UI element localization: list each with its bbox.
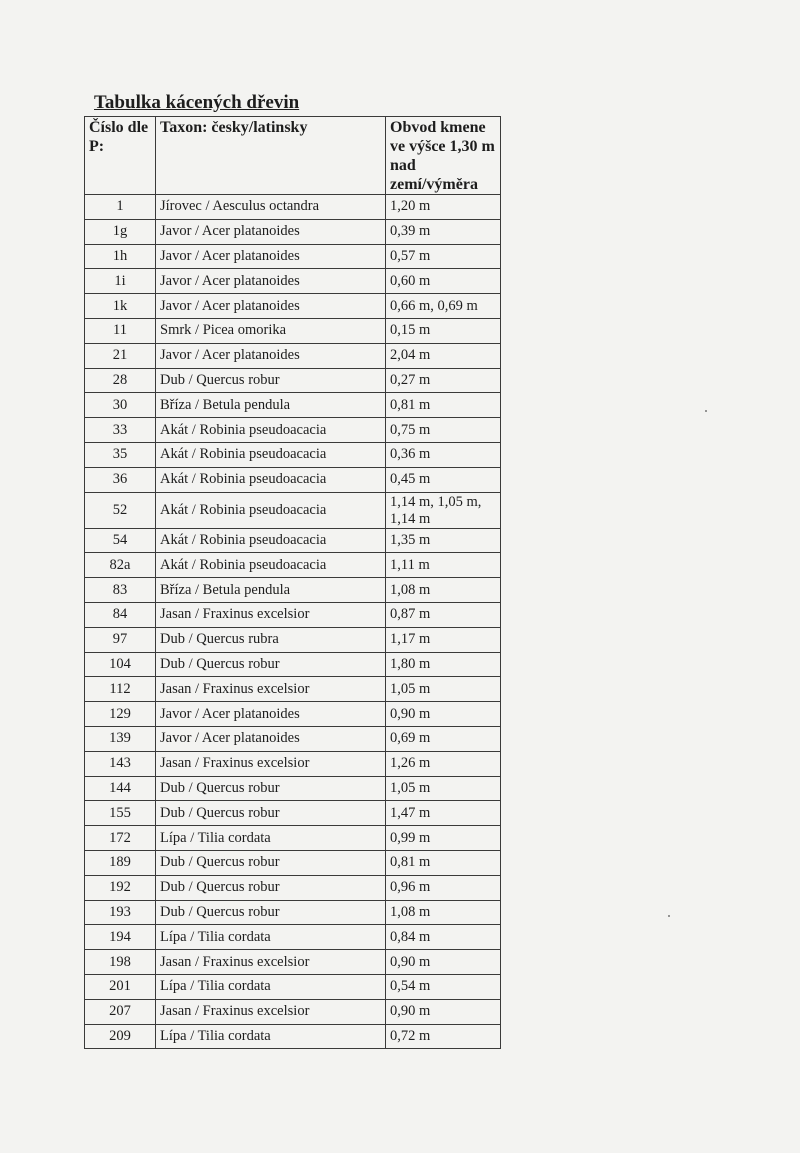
table-row [85, 528, 501, 553]
cell-taxon: Jasan / Fraxinus excelsior [156, 602, 386, 627]
cell-taxon: Dub / Quercus robur [156, 801, 386, 826]
cell-taxon: Akát / Robinia pseudoacacia [156, 442, 386, 467]
table-row [85, 974, 501, 999]
table-row [85, 925, 501, 950]
table-row [85, 726, 501, 751]
cell-obvod: 0,84 m [386, 925, 501, 950]
cell-cislo: 33 [85, 418, 156, 443]
cell-cislo: 97 [85, 627, 156, 652]
cell-obvod: 0,69 m [386, 726, 501, 751]
table-row [85, 776, 501, 801]
cell-obvod: 1,14 m, 1,05 m, 1,14 m [386, 492, 501, 528]
cell-cislo: 1g [85, 219, 156, 244]
table-row [85, 442, 501, 467]
table-header-row [85, 117, 501, 195]
cell-taxon: Javor / Acer platanoides [156, 269, 386, 294]
cell-obvod: 2,04 m [386, 343, 501, 368]
cell-cislo: 1h [85, 244, 156, 269]
cell-taxon: Dub / Quercus robur [156, 875, 386, 900]
cell-cislo: 129 [85, 702, 156, 727]
cell-cislo: 139 [85, 726, 156, 751]
table-row [85, 826, 501, 851]
cell-taxon: Jasan / Fraxinus excelsior [156, 950, 386, 975]
table-row [85, 492, 501, 528]
cell-cislo: 28 [85, 368, 156, 393]
table-row [85, 1024, 501, 1049]
cell-taxon: Jírovec / Aesculus octandra [156, 195, 386, 220]
cell-obvod: 0,90 m [386, 950, 501, 975]
table-row [85, 418, 501, 443]
header-taxon: Taxon: česky/latinsky [156, 117, 386, 195]
cell-taxon: Jasan / Fraxinus excelsior [156, 751, 386, 776]
cell-obvod: 0,66 m, 0,69 m [386, 294, 501, 319]
cell-taxon: Lípa / Tilia cordata [156, 925, 386, 950]
cell-taxon: Javor / Acer platanoides [156, 702, 386, 727]
cell-taxon: Dub / Quercus robur [156, 850, 386, 875]
page-title: Tabulka kácených dřevin [94, 92, 300, 113]
cell-obvod: 1,05 m [386, 776, 501, 801]
cell-taxon: Dub / Quercus rubra [156, 627, 386, 652]
cell-cislo: 143 [85, 751, 156, 776]
header-cislo: Číslo dle P: [85, 117, 156, 195]
table-row [85, 999, 501, 1024]
cell-obvod: 0,96 m [386, 875, 501, 900]
table-row [85, 627, 501, 652]
cell-taxon: Bříza / Betula pendula [156, 393, 386, 418]
cell-obvod: 1,08 m [386, 900, 501, 925]
cell-taxon: Lípa / Tilia cordata [156, 974, 386, 999]
cell-taxon: Javor / Acer platanoides [156, 219, 386, 244]
table-row [85, 244, 501, 269]
table-row [85, 900, 501, 925]
cell-obvod: 0,99 m [386, 826, 501, 851]
cell-obvod: 0,27 m [386, 368, 501, 393]
cell-obvod: 0,54 m [386, 974, 501, 999]
cell-taxon: Dub / Quercus robur [156, 652, 386, 677]
cell-cislo: 11 [85, 318, 156, 343]
table-row [85, 195, 501, 220]
table-row [85, 269, 501, 294]
cell-taxon: Jasan / Fraxinus excelsior [156, 999, 386, 1024]
cell-taxon: Akát / Robinia pseudoacacia [156, 492, 386, 528]
table-row [85, 553, 501, 578]
cell-taxon: Javor / Acer platanoides [156, 726, 386, 751]
cell-obvod: 0,75 m [386, 418, 501, 443]
table-row [85, 702, 501, 727]
header-obvod: Obvod kmene ve výšce 1,30 m nad zemí/výměra [386, 117, 501, 195]
table-row [85, 318, 501, 343]
table-row [85, 801, 501, 826]
cell-cislo: 172 [85, 826, 156, 851]
cell-cislo: 83 [85, 578, 156, 603]
table-row [85, 850, 501, 875]
cell-taxon: Lípa / Tilia cordata [156, 1024, 386, 1049]
cell-cislo: 209 [85, 1024, 156, 1049]
cell-cislo: 84 [85, 602, 156, 627]
cell-taxon: Javor / Acer platanoides [156, 244, 386, 269]
table-row [85, 294, 501, 319]
cell-taxon: Bříza / Betula pendula [156, 578, 386, 603]
cell-cislo: 207 [85, 999, 156, 1024]
cell-cislo: 52 [85, 492, 156, 528]
cell-obvod: 0,39 m [386, 219, 501, 244]
cell-cislo: 21 [85, 343, 156, 368]
table-row [85, 393, 501, 418]
cell-taxon: Akát / Robinia pseudoacacia [156, 418, 386, 443]
cell-cislo: 1 [85, 195, 156, 220]
cell-obvod: 1,35 m [386, 528, 501, 553]
cell-cislo: 192 [85, 875, 156, 900]
table-row [85, 219, 501, 244]
cell-taxon: Javor / Acer platanoides [156, 294, 386, 319]
cell-obvod: 1,08 m [386, 578, 501, 603]
table-row [85, 368, 501, 393]
cell-taxon: Javor / Acer platanoides [156, 343, 386, 368]
cell-cislo: 198 [85, 950, 156, 975]
felled-trees-table [84, 116, 501, 1049]
cell-cislo: 36 [85, 467, 156, 492]
cell-obvod: 1,20 m [386, 195, 501, 220]
table-row [85, 677, 501, 702]
table-row [85, 578, 501, 603]
cell-obvod: 0,90 m [386, 999, 501, 1024]
cell-taxon: Dub / Quercus robur [156, 900, 386, 925]
cell-cislo: 155 [85, 801, 156, 826]
cell-obvod: 0,60 m [386, 269, 501, 294]
cell-taxon: Akát / Robinia pseudoacacia [156, 553, 386, 578]
cell-cislo: 82a [85, 553, 156, 578]
cell-cislo: 54 [85, 528, 156, 553]
cell-obvod: 1,17 m [386, 627, 501, 652]
cell-obvod: 1,80 m [386, 652, 501, 677]
table-row [85, 343, 501, 368]
table-row [85, 875, 501, 900]
cell-obvod: 0,15 m [386, 318, 501, 343]
cell-obvod: 0,57 m [386, 244, 501, 269]
cell-obvod: 0,36 m [386, 442, 501, 467]
cell-obvod: 1,47 m [386, 801, 501, 826]
cell-obvod: 0,81 m [386, 393, 501, 418]
cell-cislo: 144 [85, 776, 156, 801]
cell-obvod: 0,45 m [386, 467, 501, 492]
cell-cislo: 1k [85, 294, 156, 319]
scan-speck [705, 410, 707, 412]
cell-cislo: 112 [85, 677, 156, 702]
cell-cislo: 30 [85, 393, 156, 418]
cell-cislo: 194 [85, 925, 156, 950]
cell-taxon: Lípa / Tilia cordata [156, 826, 386, 851]
cell-taxon: Jasan / Fraxinus excelsior [156, 677, 386, 702]
table-row [85, 652, 501, 677]
cell-obvod: 0,87 m [386, 602, 501, 627]
cell-taxon: Akát / Robinia pseudoacacia [156, 467, 386, 492]
table-row [85, 751, 501, 776]
cell-taxon: Dub / Quercus robur [156, 776, 386, 801]
cell-taxon: Smrk / Picea omorika [156, 318, 386, 343]
cell-cislo: 35 [85, 442, 156, 467]
cell-obvod: 1,26 m [386, 751, 501, 776]
scan-speck [668, 915, 670, 917]
cell-taxon: Dub / Quercus robur [156, 368, 386, 393]
cell-obvod: 0,90 m [386, 702, 501, 727]
cell-obvod: 0,81 m [386, 850, 501, 875]
cell-cislo: 201 [85, 974, 156, 999]
cell-obvod: 1,11 m [386, 553, 501, 578]
cell-cislo: 104 [85, 652, 156, 677]
table-row [85, 602, 501, 627]
table-row [85, 950, 501, 975]
table-row [85, 467, 501, 492]
cell-taxon: Akát / Robinia pseudoacacia [156, 528, 386, 553]
cell-cislo: 189 [85, 850, 156, 875]
cell-obvod: 1,05 m [386, 677, 501, 702]
cell-cislo: 1i [85, 269, 156, 294]
cell-cislo: 193 [85, 900, 156, 925]
cell-obvod: 0,72 m [386, 1024, 501, 1049]
